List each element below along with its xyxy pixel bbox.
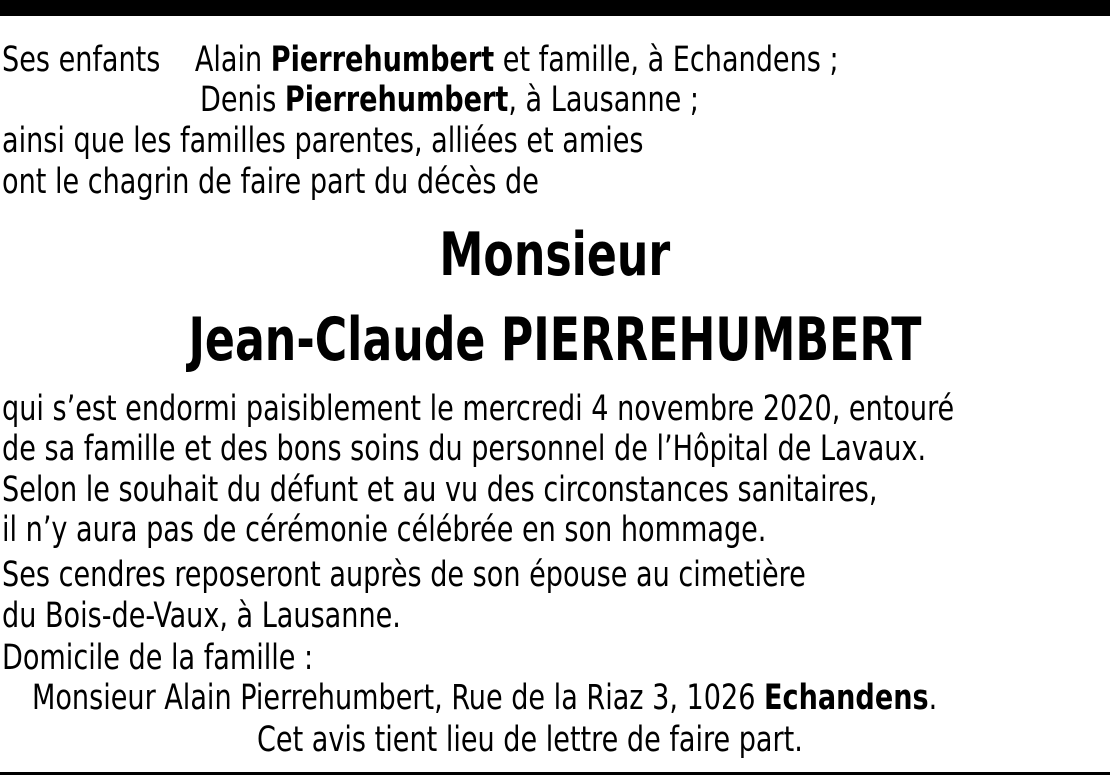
family-line-3: ainsi que les familles parentes, alliées et amies — [2, 121, 644, 161]
body-line-1: qui s’est endormi paisiblement le mercredi 4 novembre 2020, entouré — [2, 389, 955, 429]
child1-first-name: Alain — [194, 40, 263, 80]
child1-suffix: et famille, à Echandens ; — [502, 40, 839, 80]
body-line-6: du Bois-de-Vaux, à Lausanne. — [2, 596, 401, 636]
body-line-5: Ses cendres reposeront auprès de son épouse au cimetière — [2, 555, 806, 595]
address-end: . — [928, 678, 938, 718]
family-line-2 — [200, 80, 699, 120]
deceased-name-text: Jean-Claude PIERREHUMBERT — [188, 305, 922, 375]
body-line-4: il n’y aura pas de cérémonie célébrée en son hommage. — [2, 510, 767, 550]
child2-first-name: Denis — [200, 80, 277, 120]
intro-text: Ses enfants — [2, 40, 161, 80]
body-line-2: de sa famille et des bons soins du personnel de l’Hôpital de Lavaux. — [2, 429, 927, 469]
family-line-4: ont le chagrin de faire part du décès de — [2, 162, 539, 202]
deceased-title — [0, 220, 1110, 290]
body-line-7: Domicile de la famille : — [2, 638, 314, 678]
body-line-3: Selon le souhait du défunt et au vu des circonstances sanitaires, — [2, 470, 878, 510]
deceased-title-text: Monsieur — [439, 220, 671, 290]
address-text: Monsieur Alain Pierrehumbert, Rue de la Riaz 3, 1026 — [32, 678, 756, 718]
child2-suffix: , à Lausanne ; — [508, 80, 700, 120]
top-rule — [0, 0, 1110, 16]
child1-last-name: Pierrehumbert — [270, 40, 495, 80]
address-line — [32, 678, 937, 718]
bottom-rule — [0, 772, 1110, 775]
address-town: Echandens — [764, 678, 929, 718]
family-line-1 — [2, 40, 839, 80]
deceased-name — [0, 305, 1110, 375]
child2-last-name: Pierrehumbert — [284, 80, 509, 120]
closing-line: Cet avis tient lieu de lettre de faire part. — [257, 720, 803, 760]
